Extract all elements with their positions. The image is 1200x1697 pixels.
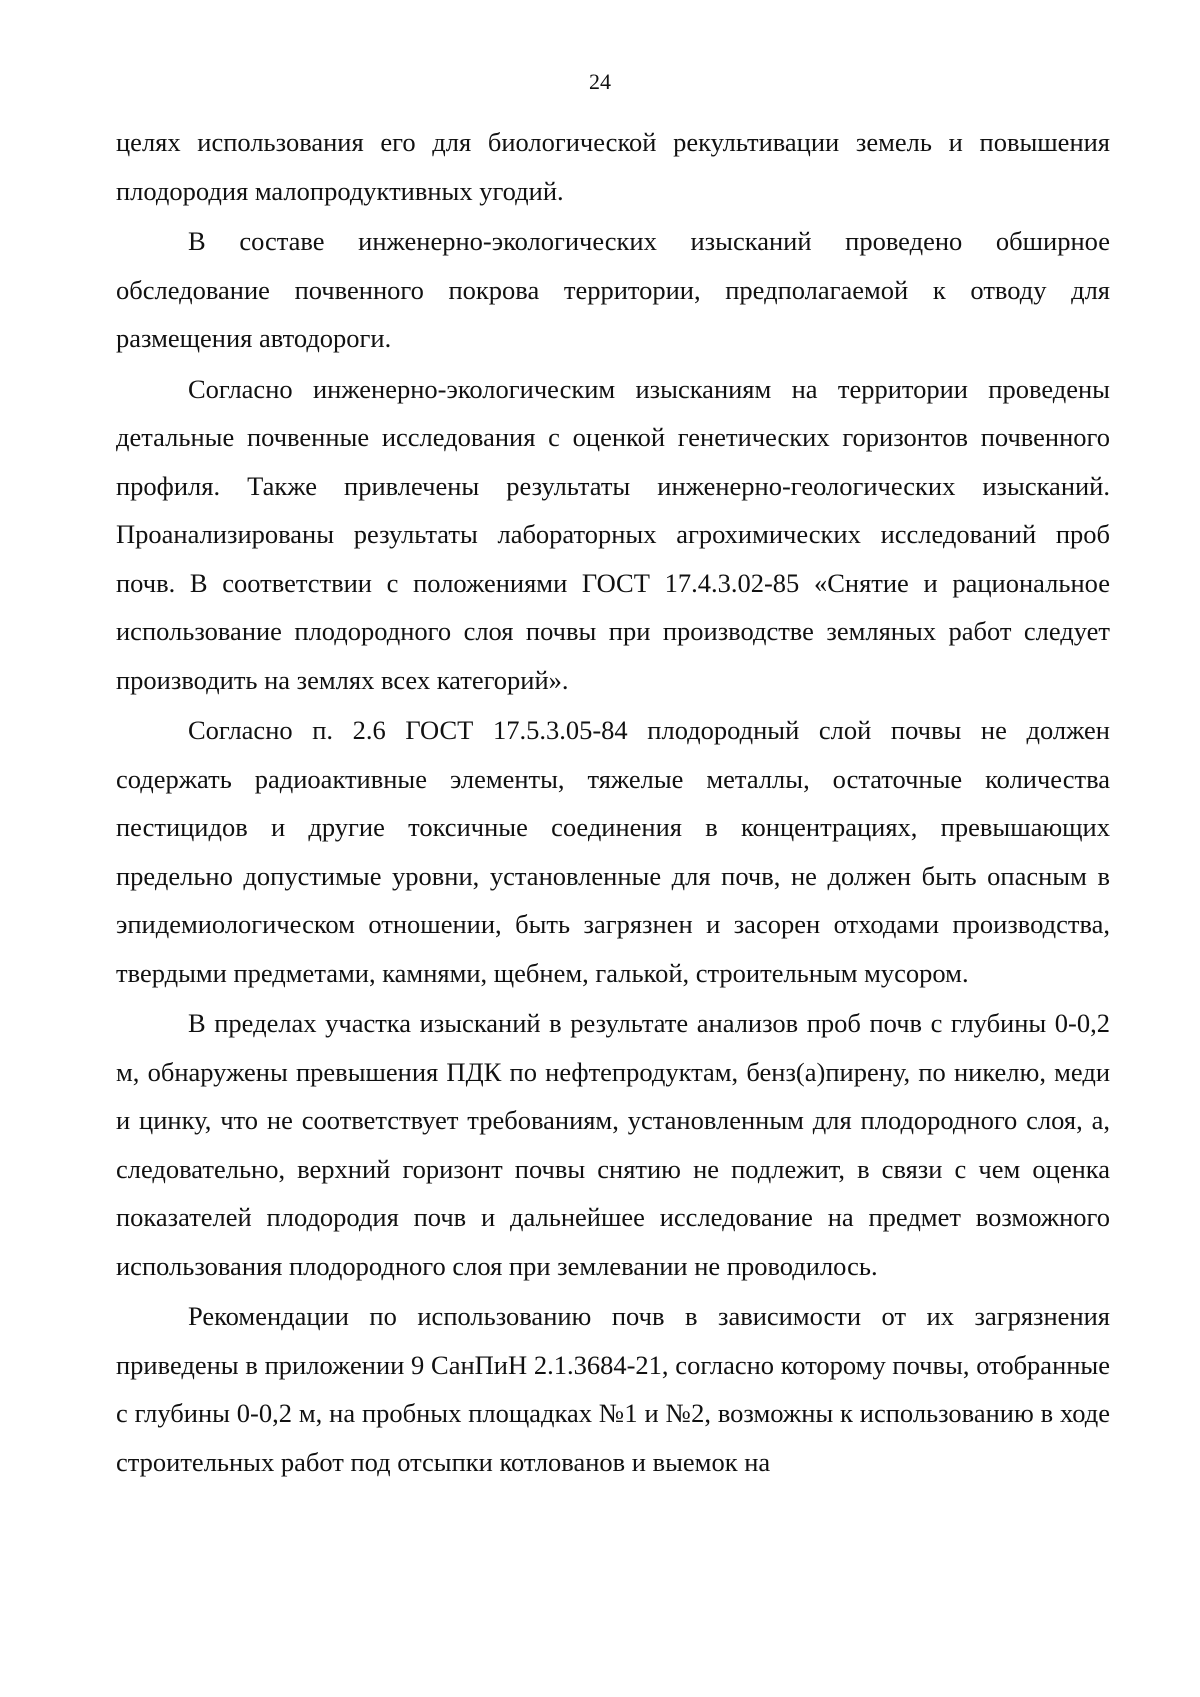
paragraph-soil-research: Согласно инженерно-экологическим изысканиям на территории проведены детальные почвенные исследования с оценкой генетических горизонтов почвенного профиля. Также привлечены результаты инженерно-геологических изысканий. Проанализированы результаты лабораторных агрохимических исследований проб почв. В соответствии с положениями ГОСТ 17.4.3.02-85 «Снятие и рациональное использование плодородного слоя почвы при производстве земляных работ следует производить на землях всех категорий». xyxy=(116,373,1110,695)
page-number: 24 xyxy=(589,69,611,94)
paragraph-pdk-exceedance: В пределах участка изысканий в результате анализов проб почв с глубины 0-0,2 м, обнаружены превышения ПДК по нефтепродуктам, бенз(а)пирену, по никелю, меди и цинку, что не соответствует требованиям, установленным для плодородного слоя, а, следовательно, верхний горизонт почвы снятию не подлежит, в связи с чем оценка показателей плодородия почв и дальнейшее исследование на предмет возможного использования плодородного слоя при землевании не проводилось. xyxy=(116,1008,1110,1281)
paragraph-recommendations: Рекомендации по использованию почв в зависимости от их загрязнения приведены в приложении 9 СанПиН 2.1.3684-21, согласно которому почвы, отобранные с глубины 0-0,2 м, на пробных площадках №1 и №2, возможны к использованию в ходе строительных работ под отсыпки котлованов и выемок на xyxy=(116,1301,1110,1477)
paragraph-continuation: целях использования его для биологической рекультивации земель и повышения плодородия малопродуктивных угодий. xyxy=(116,127,1110,206)
paragraph-gost-requirements: Согласно п. 2.6 ГОСТ 17.5.3.05-84 плодородный слой почвы не должен содержать радиоактивные элементы, тяжелые металлы, остаточные количества пестицидов и другие токсичные соединения в концентрациях, превышающих предельно допустимые уровни, установленные для почв, не должен быть опасным в эпидемиологическом отношении, быть загрязнен и засорен отходами производства, твердыми предметами, камнями, щебнем, галькой, строительным мусором. xyxy=(116,715,1110,988)
paragraph-survey-scope: В составе инженерно-экологических изысканий проведено обширное обследование почвенного покрова территории, предполагаемой к отводу для размещения автодороги. xyxy=(116,226,1110,353)
document-body xyxy=(116,118,1110,1486)
